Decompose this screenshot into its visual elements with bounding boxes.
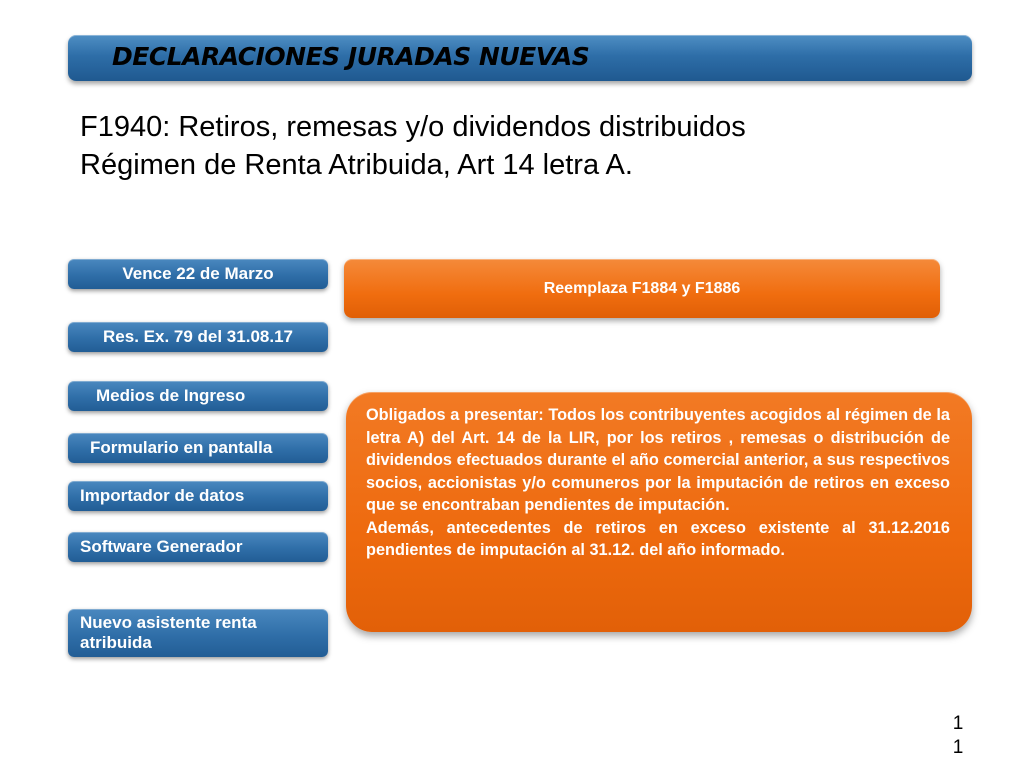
page-number <box>950 712 966 760</box>
page-title: DECLARACIONES JURADAS NUEVAS <box>112 42 590 71</box>
attributed-income-assistant-button[interactable] <box>68 609 328 657</box>
assistant-label-line-2: atribuida <box>80 633 152 652</box>
assistant-label-line-1: Nuevo asistente renta <box>80 613 257 632</box>
data-importer-button[interactable]: Importador de datos <box>68 481 328 511</box>
screen-form-button[interactable]: Formulario en pantalla <box>68 433 328 463</box>
obligations-paragraph-2: Además, antecedentes de retiros en exceso existente al 31.12.2016 pendientes de imputación al 31.12. del año informado. <box>366 518 950 559</box>
resolution-button[interactable]: Res. Ex. 79 del 31.08.17 <box>68 322 328 352</box>
subtitle-line-2: Régimen de Renta Atribuida, Art 14 letra A. <box>80 149 633 181</box>
obligations-paragraph-1: Obligados a presentar: Todos los contribuyentes acogidos al régimen de la letra A) del Art. 14 de la LIR, por los retiros , remesas o distribución de dividendos efectuados durante el año comercial anterior, a sus respectivos socios, accionistas y/o comuneros por la imputación de retiros en exceso que se encontraban pendientes de imputación. <box>366 406 950 514</box>
input-methods-button[interactable]: Medios de Ingreso <box>68 381 328 411</box>
page-number-digit-1: 1 <box>952 713 964 734</box>
due-date-button[interactable]: Vence 22 de Marzo <box>68 259 328 289</box>
replaces-box: Reemplaza F1884 y F1886 <box>344 259 940 318</box>
obligations-panel <box>346 392 972 632</box>
subtitle <box>80 108 980 184</box>
page-number-digit-2: 1 <box>952 737 964 758</box>
software-generator-button[interactable]: Software Generador <box>68 532 328 562</box>
subtitle-line-1: F1940: Retiros, remesas y/o dividendos distribuidos <box>80 111 746 143</box>
